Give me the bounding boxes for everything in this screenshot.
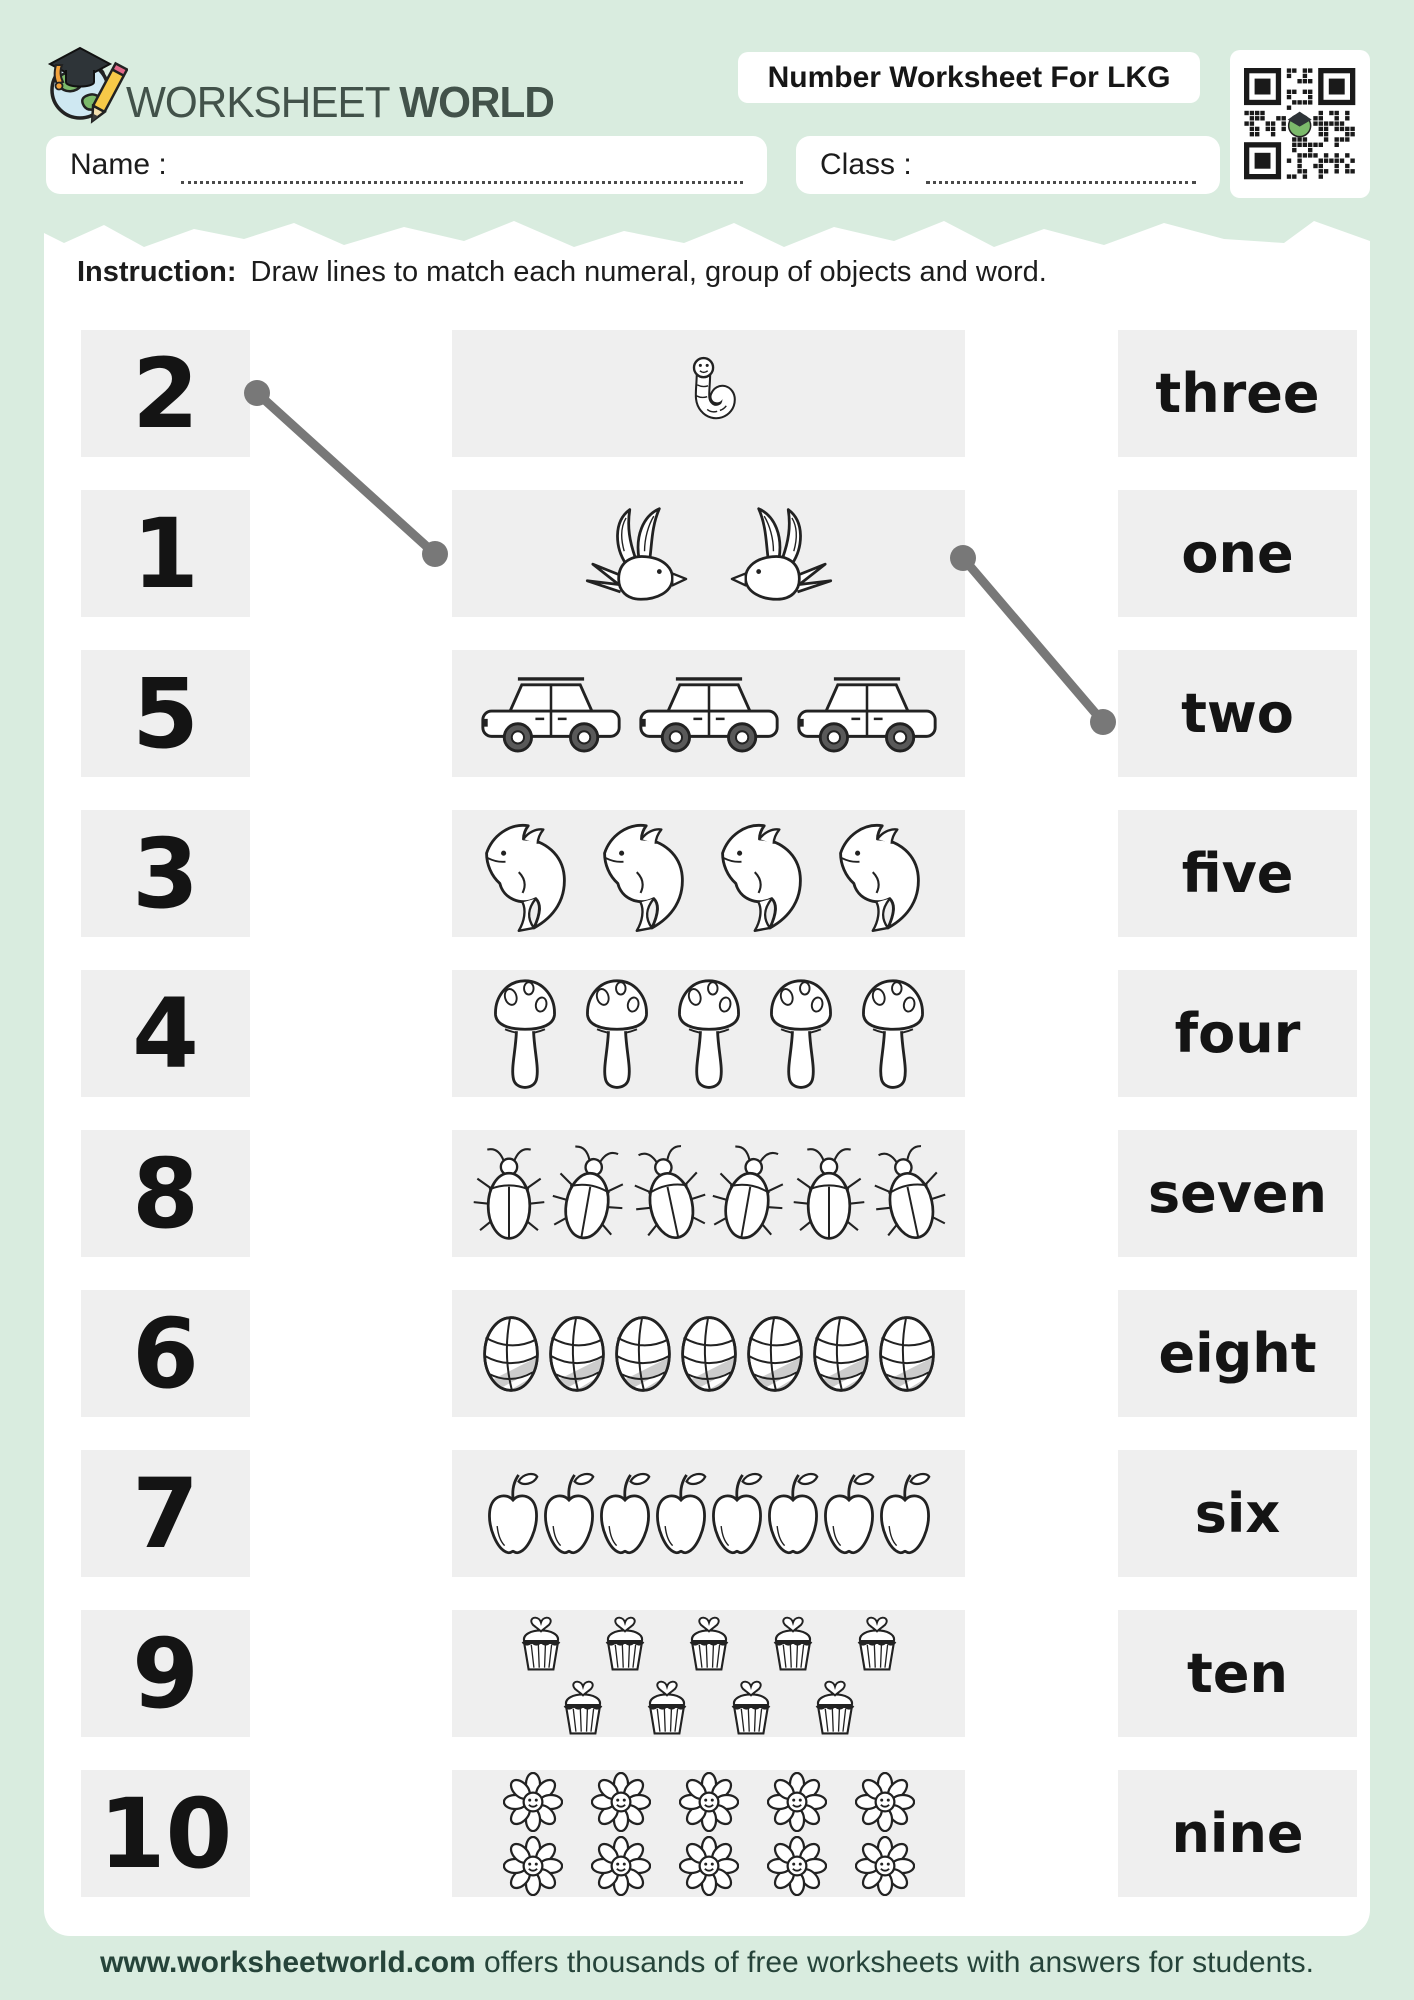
name-input-line[interactable] xyxy=(181,147,743,184)
objects-box-car[interactable] xyxy=(452,650,965,777)
mushroom-icon xyxy=(763,975,839,1093)
worksheet-title-box xyxy=(738,52,1200,103)
flower-icon xyxy=(855,1772,915,1832)
apple-icon xyxy=(822,1470,876,1558)
numeral-label: 8 xyxy=(132,1137,199,1250)
cupcake-icon xyxy=(766,1611,820,1673)
word-box-five[interactable] xyxy=(1118,810,1357,937)
footer xyxy=(0,1946,1414,1980)
apple-icon xyxy=(710,1470,764,1558)
flower-icon xyxy=(679,1836,739,1896)
cupcake-icon xyxy=(808,1675,862,1737)
flower-icon xyxy=(855,1836,915,1896)
name-field xyxy=(46,136,767,194)
mushroom-icon xyxy=(671,975,747,1093)
word-label: two xyxy=(1181,681,1294,745)
cupcake-icon xyxy=(514,1611,568,1673)
cupcake-icon xyxy=(850,1611,904,1673)
cupcake-icon xyxy=(640,1675,694,1737)
numeral-label: 9 xyxy=(132,1617,199,1730)
volleyball-icon xyxy=(678,1314,740,1394)
bug-icon xyxy=(471,1142,547,1246)
word-label: ten xyxy=(1187,1641,1288,1705)
match-row xyxy=(81,1610,1357,1737)
numeral-label: 6 xyxy=(132,1297,199,1410)
match-row xyxy=(81,1290,1357,1417)
volleyball-icon xyxy=(876,1314,938,1394)
flower-icon xyxy=(767,1836,827,1896)
objects-box-worm[interactable] xyxy=(452,330,965,457)
instruction xyxy=(77,256,1047,289)
mushroom-icon xyxy=(579,975,655,1093)
numeral-box-3[interactable] xyxy=(81,810,250,937)
apple-icon xyxy=(542,1470,596,1558)
numeral-box-10[interactable] xyxy=(81,1770,250,1897)
numeral-label: 5 xyxy=(132,657,199,770)
objects-box-apple[interactable] xyxy=(452,1450,965,1577)
match-row xyxy=(81,1450,1357,1577)
brand-word-2: WORLD xyxy=(399,78,554,127)
word-box-ten[interactable] xyxy=(1118,1610,1357,1737)
word-label: three xyxy=(1155,361,1320,425)
match-row xyxy=(81,970,1357,1097)
word-label: six xyxy=(1194,1481,1281,1545)
dolphin-icon xyxy=(597,815,703,933)
footer-site: www.worksheetworld.com xyxy=(100,1946,476,1979)
brand-word-1: WORKSHEET xyxy=(126,78,390,127)
volleyball-icon xyxy=(810,1314,872,1394)
brand-wordmark xyxy=(126,78,554,128)
numeral-box-9[interactable] xyxy=(81,1610,250,1737)
word-label: one xyxy=(1181,521,1294,585)
numeral-box-8[interactable] xyxy=(81,1130,250,1257)
objects-box-dolphin[interactable] xyxy=(452,810,965,937)
match-row xyxy=(81,490,1357,617)
numeral-box-4[interactable] xyxy=(81,970,250,1097)
objects-box-mushroom[interactable] xyxy=(452,970,965,1097)
numeral-label: 2 xyxy=(132,337,199,450)
word-box-seven[interactable] xyxy=(1118,1130,1357,1257)
instruction-text: Draw lines to match each numeral, group of objects and word. xyxy=(250,256,1047,288)
flower-icon xyxy=(767,1772,827,1832)
car-icon xyxy=(793,668,941,760)
volleyball-icon xyxy=(612,1314,674,1394)
match-row xyxy=(81,810,1357,937)
cupcake-icon xyxy=(724,1675,778,1737)
car-icon xyxy=(477,668,625,760)
numeral-label: 1 xyxy=(132,497,199,610)
mushroom-icon xyxy=(855,975,931,1093)
objects-box-flower[interactable] xyxy=(452,1770,965,1897)
word-label: five xyxy=(1181,841,1294,905)
worm-icon xyxy=(676,354,742,434)
torn-paper-edge xyxy=(44,203,1370,253)
dolphin-icon xyxy=(833,815,939,933)
flower-icon xyxy=(503,1836,563,1896)
worksheet-title: Number Worksheet For LKG xyxy=(767,60,1171,94)
word-box-three[interactable] xyxy=(1118,330,1357,457)
objects-box-cupcake[interactable] xyxy=(452,1610,965,1737)
objects-box-bug[interactable] xyxy=(452,1130,965,1257)
word-box-eight[interactable] xyxy=(1118,1290,1357,1417)
class-input-line[interactable] xyxy=(926,147,1196,184)
match-row xyxy=(81,1130,1357,1257)
numeral-label: 4 xyxy=(132,977,199,1090)
flower-icon xyxy=(591,1772,651,1832)
match-row xyxy=(81,330,1357,457)
word-box-one[interactable] xyxy=(1118,490,1357,617)
apple-icon xyxy=(486,1470,540,1558)
class-field xyxy=(796,136,1220,194)
class-label: Class : xyxy=(820,148,912,181)
apple-icon xyxy=(654,1470,708,1558)
bug-icon xyxy=(861,1135,957,1253)
worksheet-world-logo-icon xyxy=(42,38,128,130)
match-row xyxy=(81,1770,1357,1897)
dolphin-icon xyxy=(715,815,821,933)
footer-text: offers thousands of free worksheets with answers for students. xyxy=(475,1946,1314,1979)
word-box-four[interactable] xyxy=(1118,970,1357,1097)
word-label: nine xyxy=(1171,1801,1304,1865)
bug-icon xyxy=(791,1142,867,1246)
dolphin-icon xyxy=(479,815,585,933)
numeral-box-7[interactable] xyxy=(81,1450,250,1577)
word-box-nine[interactable] xyxy=(1118,1770,1357,1897)
volleyball-icon xyxy=(744,1314,806,1394)
flower-icon xyxy=(679,1772,739,1832)
match-row xyxy=(81,650,1357,777)
numeral-label: 7 xyxy=(132,1457,199,1570)
numeral-box-1[interactable] xyxy=(81,490,250,617)
word-box-two[interactable] xyxy=(1118,650,1357,777)
name-label: Name : xyxy=(70,148,167,181)
cupcake-icon xyxy=(598,1611,652,1673)
word-box-six[interactable] xyxy=(1118,1450,1357,1577)
volleyball-icon xyxy=(546,1314,608,1394)
apple-icon xyxy=(766,1470,820,1558)
bug-icon xyxy=(702,1136,795,1252)
numeral-label: 10 xyxy=(98,1777,233,1890)
bird-icon xyxy=(718,505,840,603)
flower-icon xyxy=(591,1836,651,1896)
numeral-label: 3 xyxy=(132,817,199,930)
numeral-box-2[interactable] xyxy=(81,330,250,457)
qr-code-icon xyxy=(1230,50,1370,198)
cupcake-icon xyxy=(556,1675,610,1737)
word-label: seven xyxy=(1147,1161,1328,1225)
flower-icon xyxy=(503,1772,563,1832)
apple-icon xyxy=(598,1470,652,1558)
objects-box-volleyball[interactable] xyxy=(452,1290,965,1417)
numeral-box-6[interactable] xyxy=(81,1290,250,1417)
qr-code xyxy=(1230,50,1370,198)
cupcake-icon xyxy=(682,1611,736,1673)
bird-icon xyxy=(578,505,700,603)
volleyball-icon xyxy=(480,1314,542,1394)
numeral-box-5[interactable] xyxy=(81,650,250,777)
apple-icon xyxy=(878,1470,932,1558)
car-icon xyxy=(635,668,783,760)
word-label: four xyxy=(1174,1001,1301,1065)
mushroom-icon xyxy=(487,975,563,1093)
word-label: eight xyxy=(1158,1321,1317,1385)
objects-box-bird[interactable] xyxy=(452,490,965,617)
instruction-label: Instruction: xyxy=(77,256,237,288)
